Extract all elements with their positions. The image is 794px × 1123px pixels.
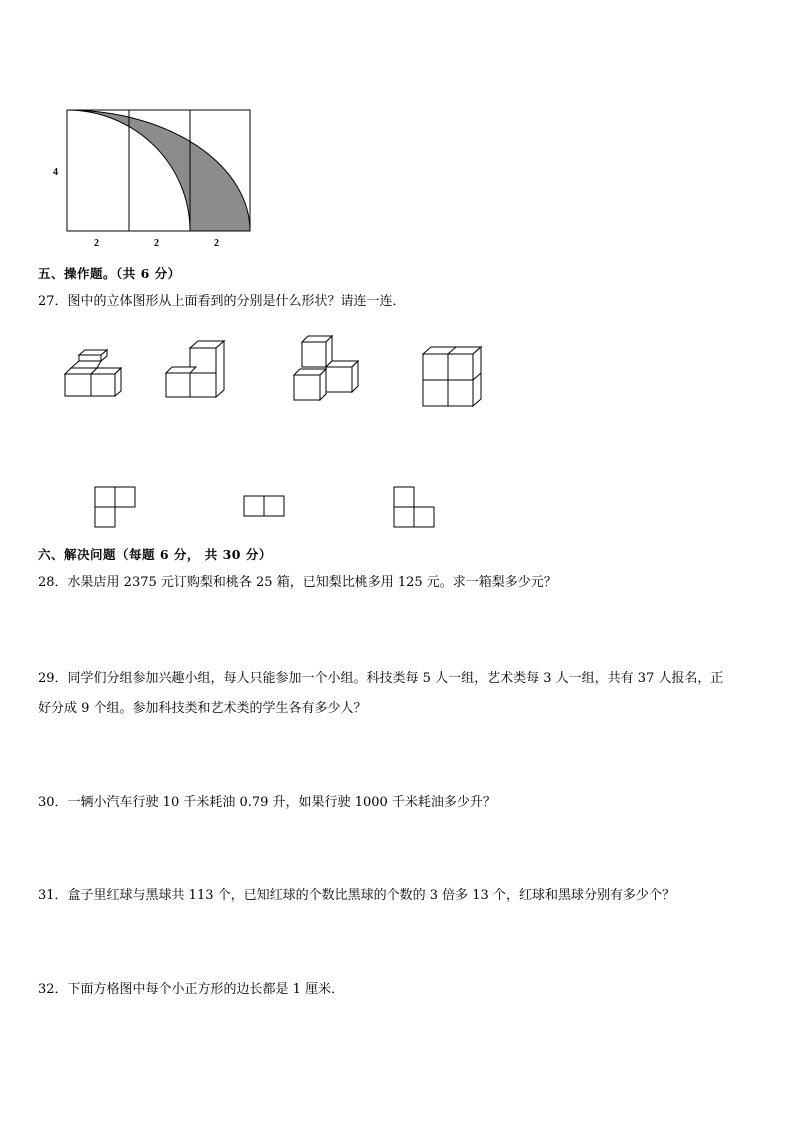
figure-width-label-3: 2 bbox=[214, 238, 219, 249]
solid-figure-3 bbox=[290, 332, 390, 412]
top-view-shape-3 bbox=[390, 482, 450, 532]
question-31: 31．盒子里红球与黑球共 113 个，已知红球的个数比黑球的个数的 3 倍多 13 个，红球和黑球分别有多少个？ bbox=[38, 888, 675, 903]
question-28: 28．水果店用 2375 元订购梨和桃各 25 箱，已知梨比桃多用 125 元。求一箱梨多少元？ bbox=[38, 575, 557, 590]
question-29-line-2: 好分成 9 个组。参加科技类和艺术类的学生各有多少人？ bbox=[38, 701, 367, 716]
question-29-line-1: 29．同学们分组参加兴趣小组，每人只能参加一个小组。科技类每 5 人一组，艺术类每 3 人一组，共有 37 人报名，正 bbox=[38, 671, 724, 686]
solid-figure-1 bbox=[60, 350, 160, 430]
question-30: 30．一辆小汽车行驶 10 千米耗油 0.79 升，如果行驶 1000 千米耗油多少升？ bbox=[38, 795, 496, 810]
figure-width-label-1: 2 bbox=[94, 238, 99, 249]
solid-figure-4 bbox=[415, 340, 515, 420]
shaded-region-figure bbox=[0, 0, 794, 260]
figure-width-label-2: 2 bbox=[154, 238, 159, 249]
section-5-title: 五、操作题。（共 6 分） bbox=[38, 266, 181, 281]
figure-height-label: 4 bbox=[53, 167, 58, 178]
question-32: 32．下面方格图中每个小正方形的边长都是 1 厘米． bbox=[38, 982, 345, 997]
section-6-title: 六、解决问题（每题 6 分， 共 30 分） bbox=[38, 547, 272, 562]
solid-figure-2 bbox=[160, 338, 260, 418]
top-view-shape-1 bbox=[90, 482, 150, 532]
top-view-shape-2 bbox=[240, 492, 300, 532]
question-27: 27．图中的立体图形从上面看到的分别是什么形状？请连一连． bbox=[38, 294, 406, 309]
